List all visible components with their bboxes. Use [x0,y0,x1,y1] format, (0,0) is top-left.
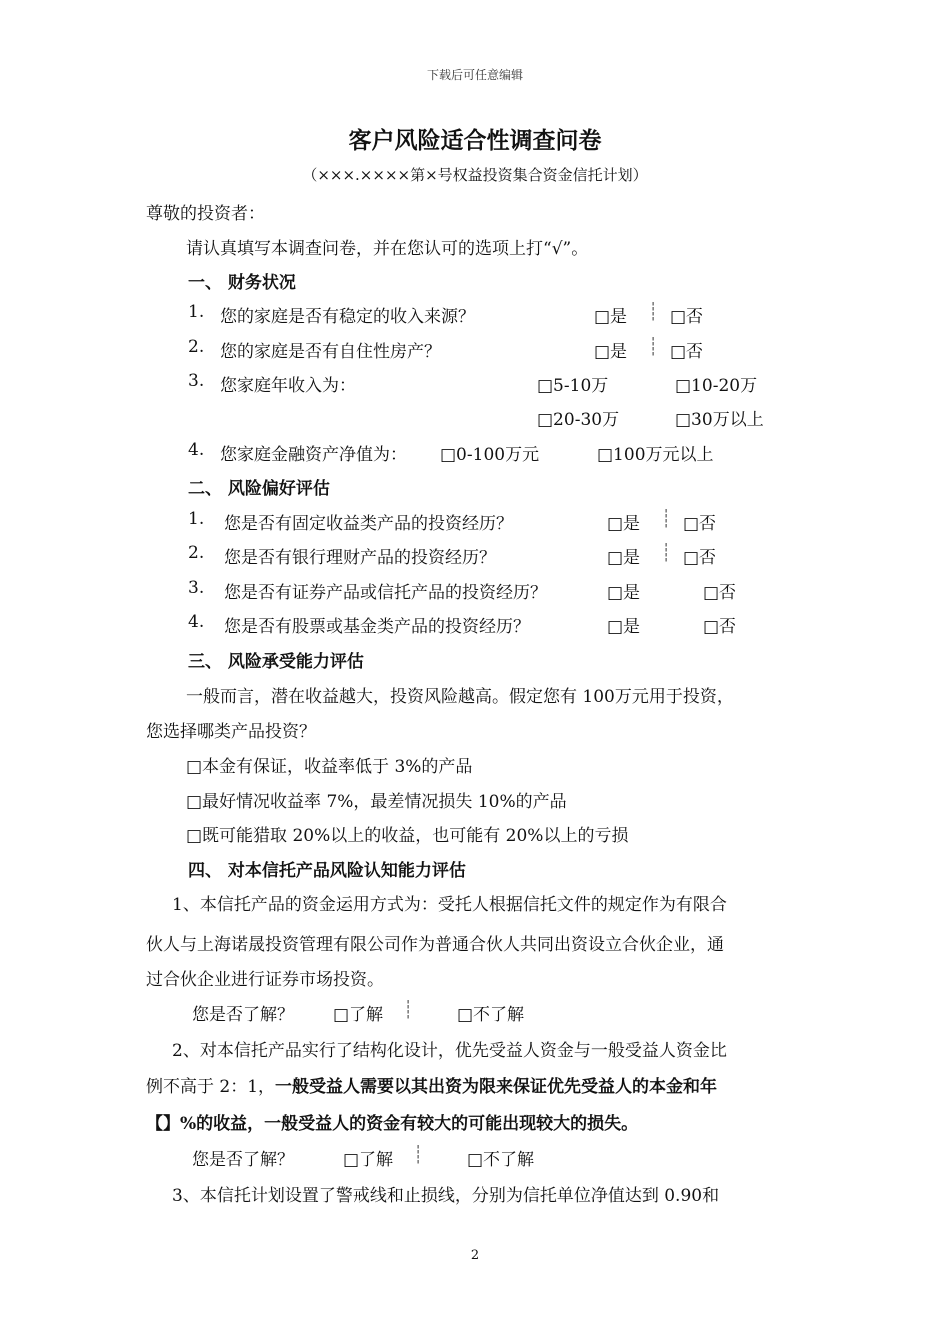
normal-text: 例不高于 2：1， [146,1077,276,1097]
checkbox-option-assets-100-plus[interactable]: □100万元以上 [597,445,714,465]
option-separator: ┊ [648,337,659,357]
question-text: 您的家庭是否有自住性房产？ [220,342,441,362]
checkbox-option-yes[interactable]: □是 [607,548,641,568]
question-number: 1. [188,302,205,322]
checkbox-option-assets-0-100[interactable]: □0-100万元 [440,445,540,465]
question-number: 3. [188,371,205,391]
paragraph-line: 1、本信托产品的资金运用方式为：受托人根据信托文件的规定作为有限合 [172,895,727,915]
header-note: 下载后可任意编辑 [426,68,523,82]
checkbox-option-understand[interactable]: □了解 [343,1150,394,1170]
understanding-question: 您是否了解？ [192,1005,294,1025]
question-number: 1. [188,509,205,529]
question-text: 您是否有银行理财产品的投资经历？ [224,548,496,568]
checkbox-option-yes[interactable]: □是 [607,514,641,534]
question-text: 您家庭金融资产净值为： [220,445,407,465]
checkbox-option-not-understand[interactable]: □不了解 [457,1005,525,1025]
checkbox-option-yes[interactable]: □是 [594,342,628,362]
question-text: 您的家庭是否有稳定的收入来源？ [220,307,475,327]
question-number: 2. [188,543,205,563]
checkbox-option-no[interactable]: □否 [683,548,717,568]
option-separator: ┊ [661,509,672,529]
greeting: 尊敬的投资者： [146,204,265,224]
section-heading-financial: 一、 财务状况 [188,273,296,293]
option-separator: ┊ [661,543,672,563]
checkbox-option-no[interactable]: □否 [703,617,737,637]
checkbox-option-aggressive[interactable]: □既可能猎取 20%以上的收益，也可能有 20%以上的亏损 [186,826,629,846]
paragraph-line: 伙人与上海诺晟投资管理有限公司作为普通合伙人共同出资设立合伙企业，通 [146,935,724,955]
checkbox-option-no[interactable]: □否 [683,514,717,534]
option-separator: ┊ [648,302,659,322]
option-separator: ┊ [403,1000,414,1020]
paragraph-line: 您选择哪类产品投资？ [146,722,316,742]
bold-text: 一般受益人需要以其出资为限来保证优先受益人的本金和年 [275,1077,718,1097]
checkbox-option-income-30-plus[interactable]: □30万以上 [675,410,764,430]
checkbox-option-no[interactable]: □否 [670,342,704,362]
question-number: 4. [188,440,205,460]
checkbox-option-moderate[interactable]: □最好情况收益率 7%，最差情况损失 10%的产品 [186,792,567,812]
checkbox-option-income-10-20[interactable]: □10-20万 [675,376,758,396]
checkbox-option-yes[interactable]: □是 [594,307,628,327]
question-text: 您是否有股票或基金类产品的投资经历？ [224,617,530,637]
checkbox-option-yes[interactable]: □是 [607,617,641,637]
checkbox-option-guaranteed[interactable]: □本金有保证，收益率低于 3%的产品 [186,757,473,777]
section-heading-risk-preference: 二、 风险偏好评估 [188,479,330,499]
question-text: 您家庭年收入为： [220,376,356,396]
document-title: 客户风险适合性调查问卷 [348,127,602,154]
document-subtitle: （×××.××××第×号权益投资集合资金信托计划） [302,166,648,184]
paragraph-line [146,1072,717,1097]
checkbox-option-no[interactable]: □否 [703,583,737,603]
question-number: 4. [188,612,205,632]
question-number: 3. [188,578,205,598]
paragraph-line: 2、对本信托产品实行了结构化设计，优先受益人资金与一般受益人资金比 [172,1041,727,1061]
checkbox-option-understand[interactable]: □了解 [333,1005,384,1025]
option-separator: ┊ [413,1145,424,1165]
question-text: 您是否有固定收益类产品的投资经历？ [224,514,513,534]
paragraph-line: 3、本信托计划设置了警戒线和止损线，分别为信托单位净值达到 0.90和 [172,1186,720,1206]
checkbox-option-yes[interactable]: □是 [607,583,641,603]
paragraph-line-bold: 【】%的收益，一般受益人的资金有较大的可能出现较大的损失。 [146,1114,639,1134]
paragraph-line: 一般而言，潜在收益越大，投资风险越高。假定您有 100万元用于投资， [186,687,734,707]
paragraph-line: 过合伙企业进行证券市场投资。 [146,970,384,990]
section-heading-risk-tolerance: 三、 风险承受能力评估 [188,652,364,672]
understanding-question: 您是否了解？ [192,1150,294,1170]
instruction: 请认真填写本调查问卷，并在您认可的选项上打“√”。 [186,239,589,259]
checkbox-option-not-understand[interactable]: □不了解 [467,1150,535,1170]
section-heading-risk-awareness: 四、 对本信托产品风险认知能力评估 [188,861,466,881]
checkbox-option-income-20-30[interactable]: □20-30万 [537,410,620,430]
checkbox-option-no[interactable]: □否 [670,307,704,327]
checkbox-option-income-5-10[interactable]: □5-10万 [537,376,609,396]
question-text: 您是否有证券产品或信托产品的投资经历？ [224,583,547,603]
question-number: 2. [188,337,205,357]
page-number: 2 [470,1248,480,1263]
